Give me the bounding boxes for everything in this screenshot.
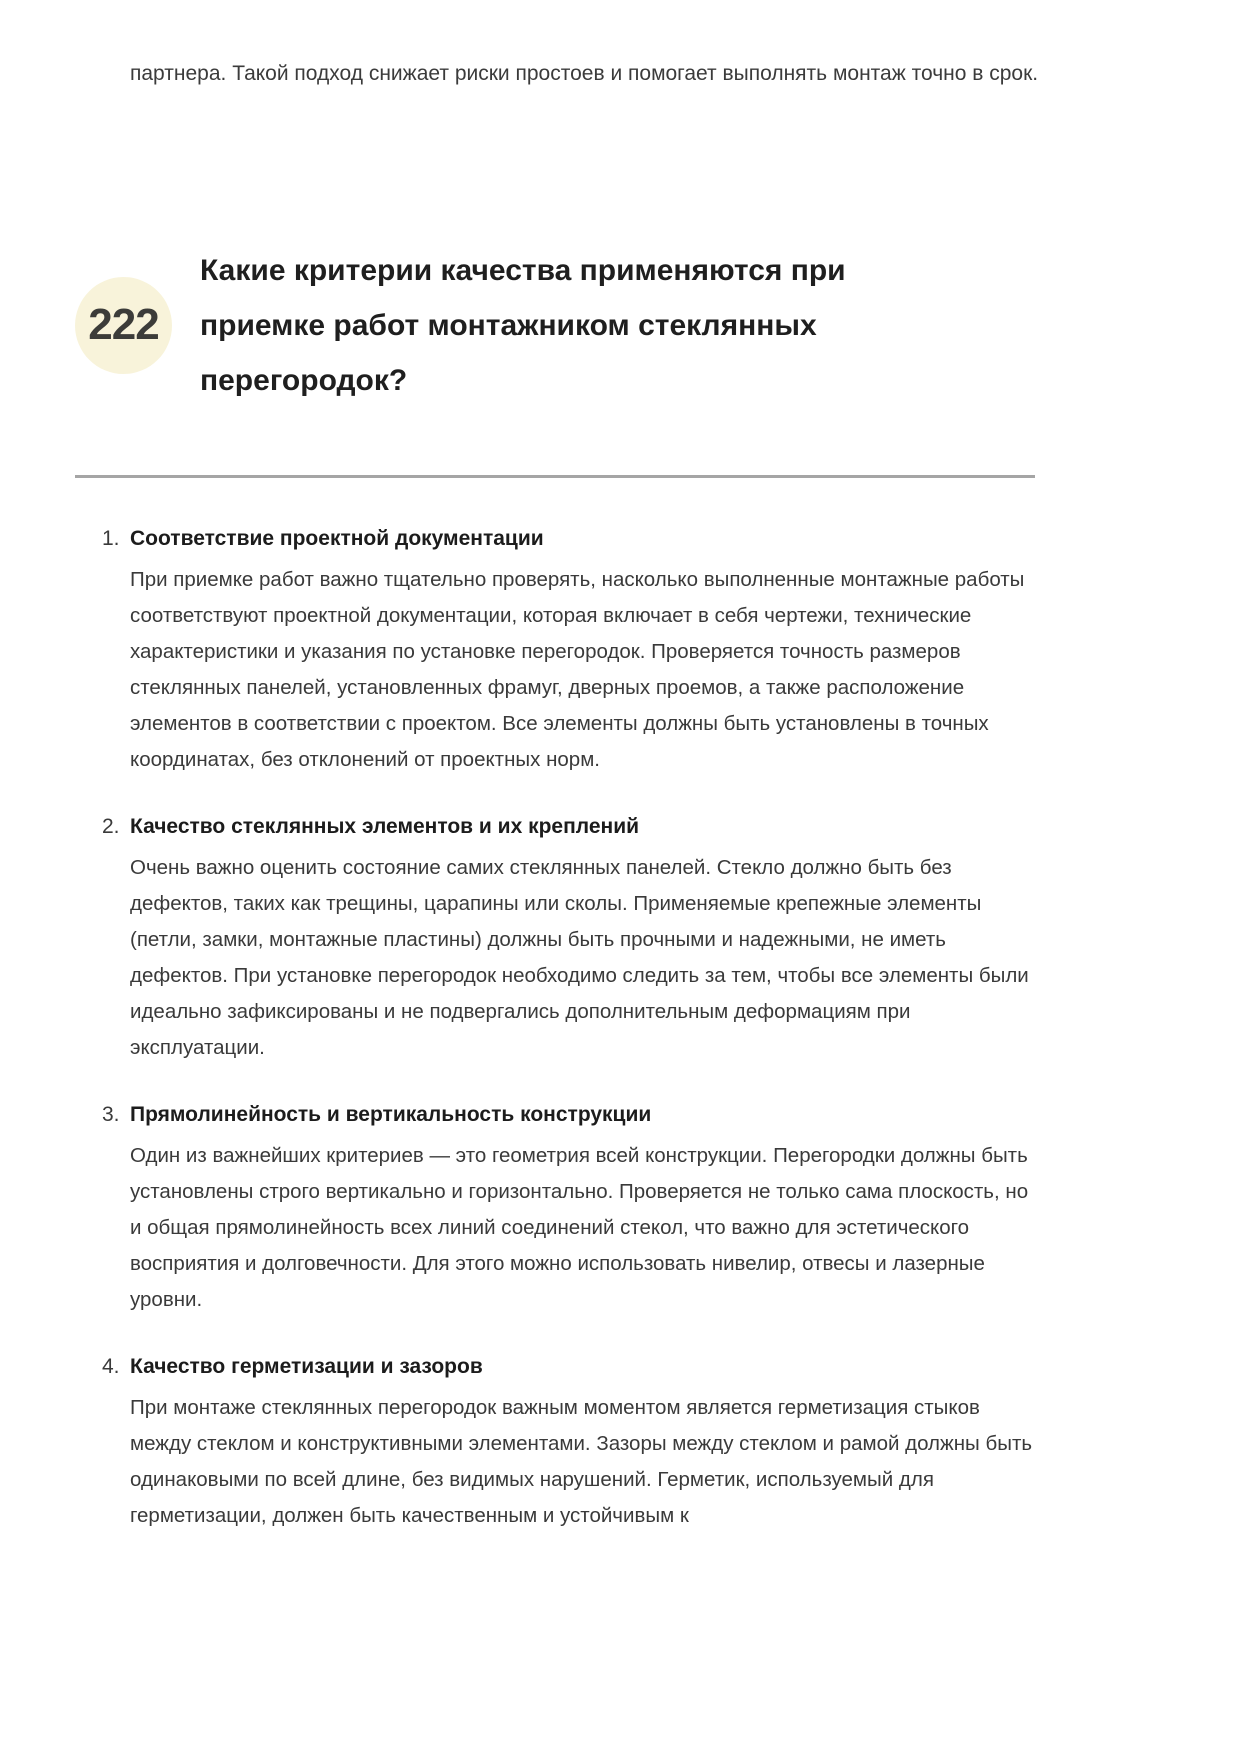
- item-body: При приемке работ важно тщательно проверять, насколько выполненные монтажные работы соответствуют проектной документации, которая включает в себя чертежи, технические характеристики и указания по установке перегородок. Проверяется точность размеров стеклянных панелей, установленных фрамуг, дверных проемов, а также расположение элементов в соответствии с проектом. Все элементы должны быть установлены в точных координатах, без отклонений от проектных норм.: [130, 567, 1025, 771]
- item-heading: Качество стеклянных элементов и их креплений: [130, 814, 640, 838]
- question-title: Какие критерии качества применяются при приемке работ монтажником стеклянных перегородок?: [200, 253, 846, 397]
- answer-item-4: [102, 1352, 1034, 1534]
- answer-item-3: [102, 1100, 1034, 1318]
- answer-item-2: [102, 812, 1034, 1066]
- section-divider: [75, 475, 1035, 478]
- item-body: При монтаже стеклянных перегородок важным моментом является герметизация стыков между стеклом и конструктивными элементами. Зазоры между стеклом и рамой должны быть одинаковыми по всей длине, без видимых нарушений. Герметик, используемый для герметизации, должен быть качественным и устойчивым к: [130, 1395, 1033, 1527]
- item-content: [130, 524, 1034, 778]
- item-content: [130, 1100, 1034, 1318]
- item-heading: Соответствие проектной документации: [130, 526, 544, 550]
- question-section: [75, 218, 1239, 433]
- item-content: [130, 1352, 1034, 1534]
- item-heading: Прямолинейность и вертикальность конструкции: [130, 1102, 652, 1126]
- question-number-badge: [75, 277, 172, 374]
- item-body: Один из важнейших критериев — это геометрия всей конструкции. Перегородки должны быть установлены строго вертикально и горизонтально. Проверяется не только сама плоскость, но и общая прямолинейность всех линий соединений стекол, что важно для эстетического восприятия и долговечности. Для этого можно использовать нивелир, отвесы и лазерные уровни.: [130, 1143, 1029, 1311]
- item-marker: 1.: [102, 526, 120, 550]
- item-heading: Качество герметизации и зазоров: [130, 1354, 483, 1378]
- item-marker: 2.: [102, 814, 120, 838]
- question-number: 222: [88, 300, 159, 350]
- item-content: [130, 812, 1034, 1066]
- item-marker: 3.: [102, 1102, 120, 1126]
- continuation-paragraph: партнера. Такой подход снижает риски простоев и помогает выполнять монтаж точно в срок.: [130, 62, 1039, 85]
- item-body: Очень важно оценить состояние самих стеклянных панелей. Стекло должно быть без дефектов, таких как трещины, царапины или сколы. Применяемые крепежные элементы (петли, замки, монтажные пластины) должны быть прочными и надежными, не иметь дефектов. При установке перегородок необходимо следить за тем, чтобы все элементы были идеально зафиксированы и не подвергались дополнительным деформациям при эксплуатации.: [130, 855, 1029, 1059]
- answer-list: [102, 524, 1034, 1534]
- answer-item-1: [102, 524, 1034, 778]
- item-marker: 4.: [102, 1354, 120, 1378]
